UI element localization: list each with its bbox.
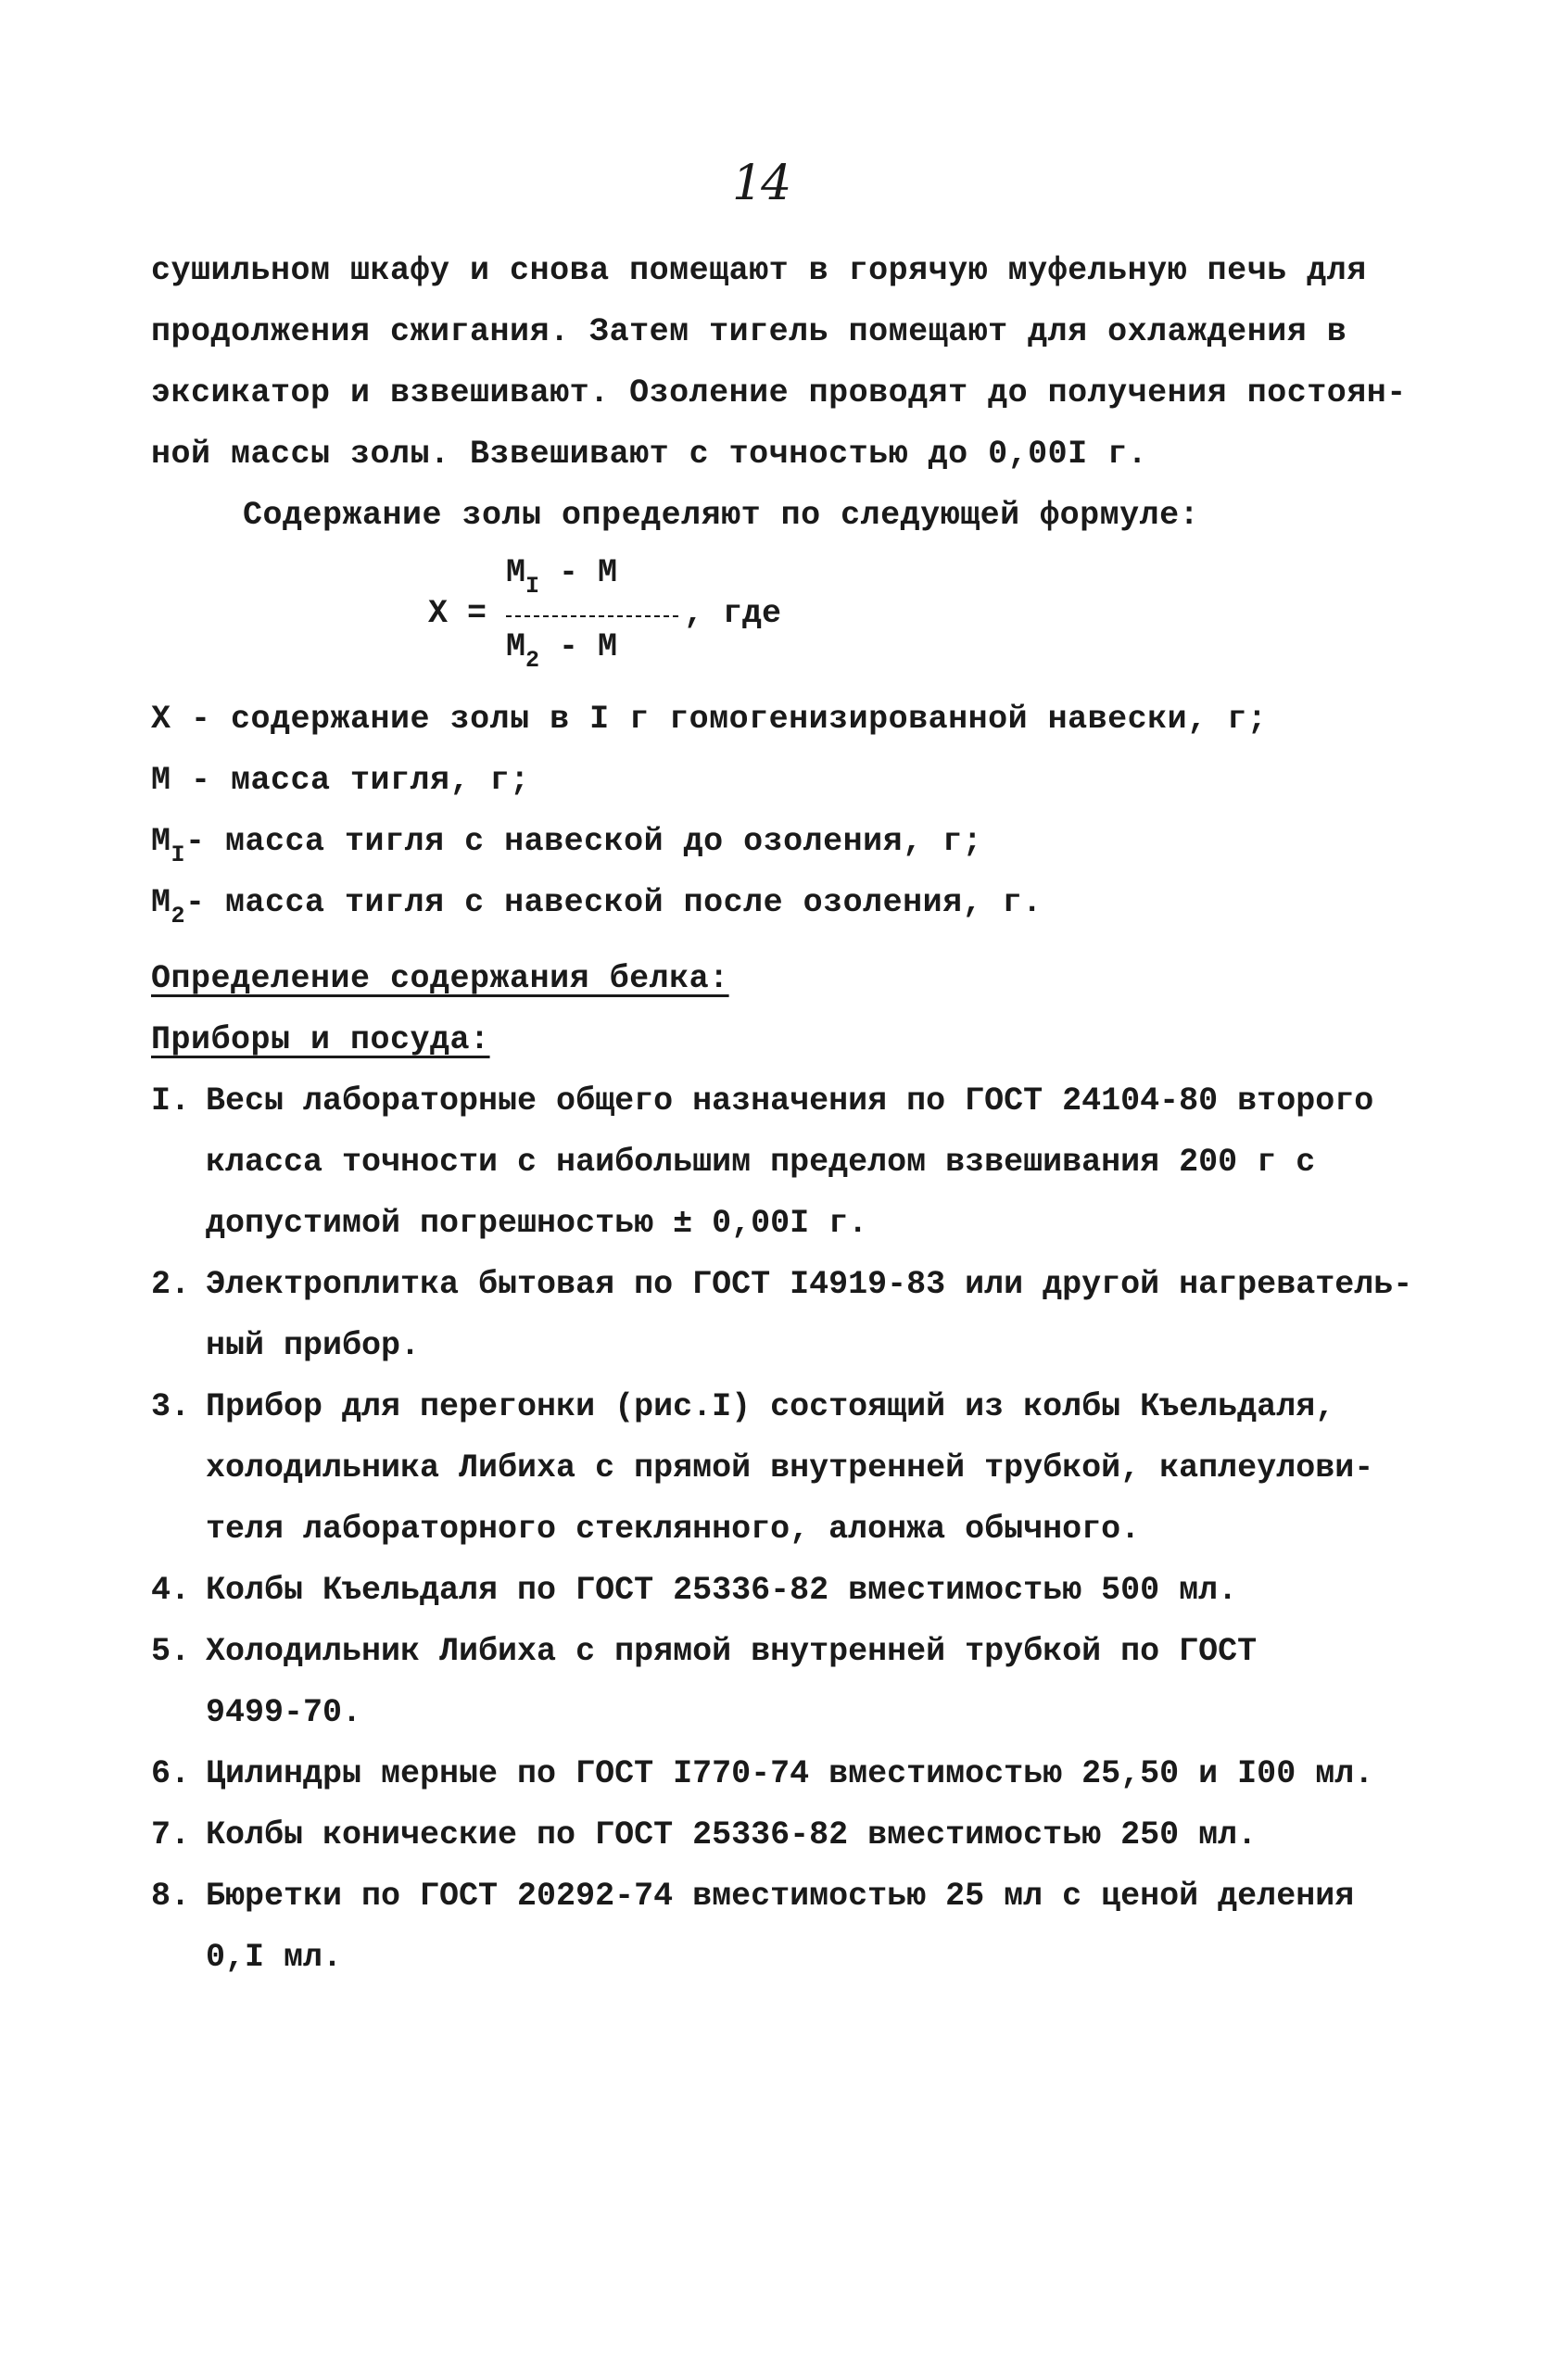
formula-intro: Содержание золы определяют по следующей формуле: — [243, 497, 1200, 534]
list-item-line: класса точности с наибольшим пределом взвешивания 200 г с — [206, 1144, 1316, 1181]
list-item-line: Прибор для перегонки (рис.I) состоящий из колбы Къельдаля, — [206, 1388, 1335, 1425]
list-item-line: Колбы конические по ГОСТ 25336-82 вместимостью 250 мл. — [206, 1816, 1258, 1853]
paragraph-line-3: эксикатор и взвешивают. Озоление проводят до получения постоян- — [151, 374, 1407, 411]
formula-numerator: $М_I$ - М — [506, 554, 618, 600]
list-item-line: Холодильник Либиха с прямой внутренней трубкой по ГОСТ — [206, 1633, 1258, 1670]
list-item-number: 3. — [151, 1388, 191, 1425]
definition-m2: $М_2-$ масса тигля с навеской после озоления, г. — [151, 884, 1043, 930]
subsection-heading: Приборы и посуда: — [151, 1021, 490, 1058]
list-item-number: I. — [151, 1082, 191, 1120]
fraction-bar — [506, 615, 678, 617]
definition-x: Х - содержание золы в I г гомогенизированной навески, г; — [151, 701, 1268, 738]
list-item-number: 6. — [151, 1755, 191, 1792]
list-item-number: 5. — [151, 1633, 191, 1670]
list-item-line: ный прибор. — [206, 1327, 421, 1364]
list-item-number: 8. — [151, 1878, 191, 1915]
definition-m: М - масса тигля, г; — [151, 762, 530, 799]
list-item-line: теля лабораторного стеклянного, алонжа обычного. — [206, 1511, 1141, 1548]
paragraph-line-2: продолжения сжигания. Затем тигель помещают для охлаждения в — [151, 313, 1347, 350]
list-item-line: Весы лабораторные общего назначения по ГОСТ 24104-80 второго — [206, 1082, 1374, 1120]
list-item-line: Электроплитка бытовая по ГОСТ I4919-83 или другой нагреватель- — [206, 1266, 1413, 1303]
list-item-line: 0,I мл. — [206, 1939, 343, 1976]
list-item-line: Бюретки по ГОСТ 20292-74 вместимостью 25 мл с ценой деления — [206, 1878, 1355, 1915]
formula-where: , где — [684, 595, 782, 632]
list-item-number: 2. — [151, 1266, 191, 1303]
formula-denominator: $М_2$ - М — [506, 628, 618, 674]
definition-m1: $М_I-$ масса тигля с навеской до озоления, г; — [151, 823, 983, 868]
paragraph-line-4: ной массы золы. Взвешивают с точностью до 0,00I г. — [151, 436, 1148, 473]
list-item-line: 9499-70. — [206, 1694, 362, 1731]
list-item-number: 4. — [151, 1572, 191, 1609]
list-item-line: допустимой погрешностью ± 0,00I г. — [206, 1205, 868, 1242]
formula-lhs: X = — [428, 595, 487, 632]
section-heading: Определение содержания белка: — [151, 960, 729, 997]
list-item-line: Цилиндры мерные по ГОСТ I770-74 вместимостью 25,50 и I00 мл. — [206, 1755, 1374, 1792]
list-item-number: 7. — [151, 1816, 191, 1853]
page-number: 14 — [732, 156, 790, 211]
list-item-line: Колбы Къельдаля по ГОСТ 25336-82 вместимостью 500 мл. — [206, 1572, 1238, 1609]
ash-formula — [428, 554, 817, 675]
paragraph-line-1: сушильном шкафу и снова помещают в горячую муфельную печь для — [151, 252, 1367, 289]
list-item-line: холодильника Либиха с прямой внутренней трубкой, каплеулови- — [206, 1449, 1374, 1486]
